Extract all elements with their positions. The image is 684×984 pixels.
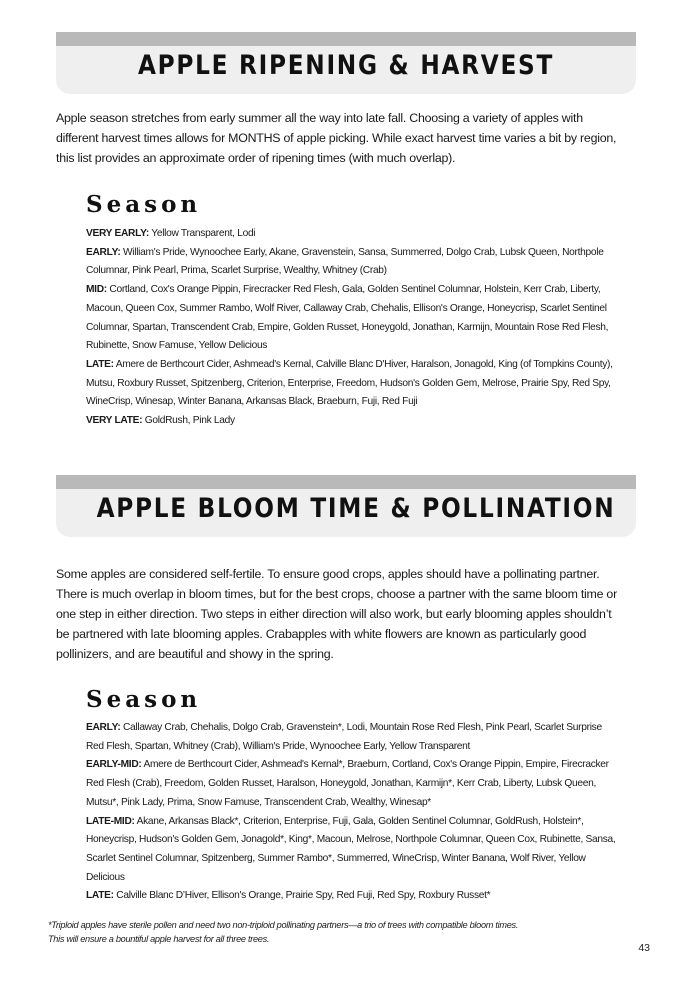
banner-bar (56, 475, 636, 489)
variety-list: William's Pride, Wynoochee Early, Akane, Gravenstein, Sansa, Summerred, Dolgo Crab, Lubsk Queen, Northpole Columnar, Pink Pearl, Prima, Scarlet Surprise, Wealthy, Whitney (Crab) (86, 246, 604, 277)
season-label: LATE: (86, 890, 114, 902)
season-label: LATE: (86, 358, 114, 370)
footnote (48, 918, 608, 946)
list-item (86, 887, 622, 906)
list-item (86, 244, 622, 281)
variety-list: Akane, Arkansas Black*, Criterion, Enterprise, Fuji, Gala, Golden Sentinel Columnar, GoldRush, Holstein*, Honeycrisp, Hudson's Golden Gem, Jonagold*, King*, Macoun, Melrose, Northpole Columnar, Queen Cox, Rubinette, Sansa, Scarlet Sentinel Columnar, Spitzenberg, Summer Rambo*, Summerred, WineCrisp, Winter Banana, Wolf River, Yellow Delicious (86, 815, 616, 883)
season-label: EARLY: (86, 722, 121, 733)
section-intro: Some apples are considered self-fertile. To ensure good crops, apples should have a pollinating partner. There is much overlap in bloom times, but for the best crops, choose a partner with the same bloom time or one step in either direction. Two steps in either direction will also work, but early blooming apples shouldn’t be partnered with late blooming apples. Crabapples with white flowers are known as particularly good pollinizers, and are beautiful and showy in the spring. (56, 567, 617, 661)
banner-bar (56, 32, 636, 46)
variety-list: GoldRush, Pink Lady (142, 415, 235, 427)
variety-list: Calville Blanc D’Hiver, Ellison's Orange, Prairie Spy, Red Fuji, Red Spy, Roxbury Russet* (113, 890, 491, 902)
season-list (86, 719, 622, 906)
footnote-line: This will ensure a bountiful apple harvest for all three trees. (48, 934, 270, 944)
footnote-line: *Triploid apples have sterile pollen and need two non-triploid pollinating partners—a trio of trees with compatible bloom times. (48, 920, 519, 930)
season-list (86, 225, 622, 431)
season-label: EARLY-MID: (86, 759, 142, 771)
season-label: VERY LATE: (86, 415, 143, 427)
variety-list: Cortland, Cox's Orange Pippin, Firecracker Red Flesh, Gala, Golden Sentinel Columnar, Holstein, Kerr Crab, Liberty, Macoun, Queen Cox, Summer Rambo, Wolf River, Callaway Crab, Chehalis, Ellison's Orange, Honeycrisp, Scarlet Sentinel Columnar, Spartan, Transcendent Crab, Empire, Golden Russet, Honeygold, Jonathan, Karmijn, Mountain Rose Red Flesh, Rubinette, Snow Famuse, Yellow Delicious (86, 284, 609, 352)
list-item (86, 225, 622, 244)
list-item (86, 281, 622, 356)
season-heading: Season (86, 191, 202, 218)
section-banner-pollination (56, 475, 636, 537)
season-label: VERY EARLY: (86, 228, 149, 239)
section-title: APPLE RIPENING & HARVEST (137, 50, 555, 81)
variety-list: Amere de Berthcourt Cider, Ashmead's Kernal*, Braeburn, Cortland, Cox's Orange Pippin, Empire, Firecracker Red Flesh (Crab), Freedom, Golden Russet, Haralson, Honeygold, Jonathan, Karmijn*, Kerr Crab, Liberty, Lubsk Queen, Mutsu*, Pink Lady, Prima, Snow Famuse, Transcendent Crab, Wealthy, Winesap* (86, 759, 609, 808)
list-item (86, 813, 622, 888)
list-item (86, 356, 622, 412)
season-label: LATE-MID: (86, 815, 135, 827)
variety-list: Callaway Crab, Chehalis, Dolgo Crab, Gravenstein*, Lodi, Mountain Rose Red Flesh, Pink Pearl, Scarlet Surprise Red Flesh, Spartan, Whitney (Crab), William's Pride, Wynoochee Early, Yellow Transparent (86, 722, 602, 752)
page-number: 43 (638, 942, 650, 954)
season-label: MID: (86, 284, 107, 296)
variety-list: Amere de Berthcourt Cider, Ashmead's Kernal, Calville Blanc D'Hiver, Haralson, Jonagold, King (of Tompkins County), Mutsu, Roxbury Russet, Spitzenberg, Criterion, Enterprise, Freedom, Hudson's Golden Gem, Melrose, Prairie Spy, Red Spy, WineCrisp, Winesap, Winter Banana, Arkansas Black, Braeburn, Fuji, Red Fuji (86, 358, 613, 408)
season-label: EARLY: (86, 246, 121, 258)
section-intro: Apple season stretches from early summer all the way into late fall. Choosing a variety of apples with different harvest times allows for MONTHS of apple picking. While exact harvest time varies a bit by region, this list provides an approximate order of ripening times (with much overlap). (56, 111, 617, 165)
list-item (86, 756, 622, 812)
list-item (86, 719, 622, 756)
list-item (86, 412, 622, 431)
section-banner-ripening (56, 32, 636, 94)
section-title: APPLE BLOOM TIME & POLLINATION (96, 493, 616, 524)
season-heading: Season (86, 686, 202, 713)
variety-list: Yellow Transparent, Lodi (148, 228, 256, 239)
